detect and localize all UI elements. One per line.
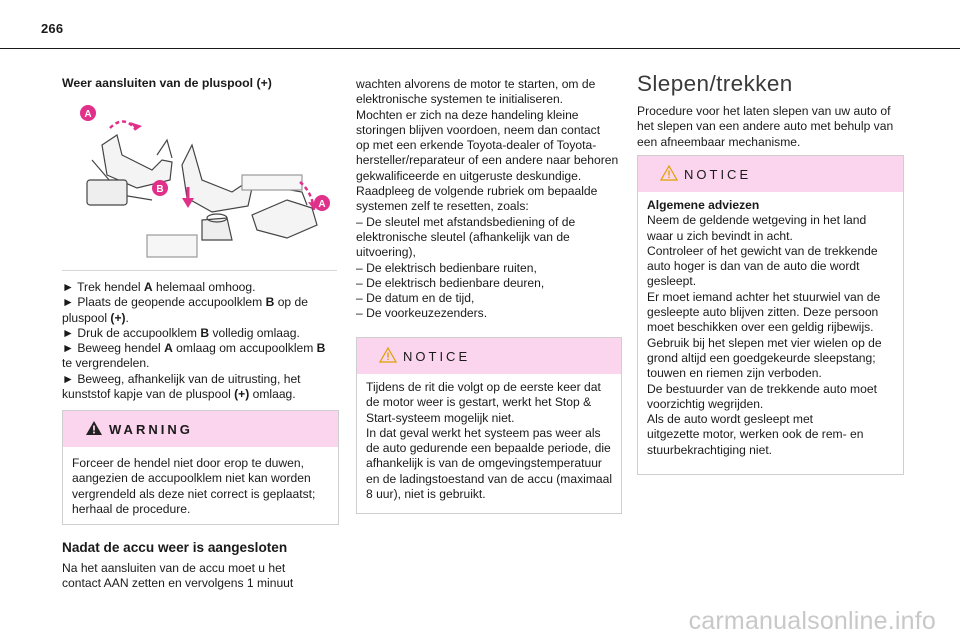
notice-box-2	[637, 155, 904, 475]
notice-line: Start-systeem mogelijk niet.	[366, 410, 515, 425]
middle-line: hersteller/reparateur of een andere naar behoren	[356, 153, 619, 168]
notice-text	[647, 198, 899, 458]
notice-line: en de ladingstoestand van de accu (maximaal	[366, 471, 613, 486]
top-rule	[0, 48, 960, 49]
middle-line: Mochten er zich na deze handeling kleine	[356, 107, 579, 122]
middle-text	[356, 77, 620, 322]
notice-line: afhankelijk is van de omgevingstemperatuur	[366, 456, 602, 471]
notice-line: Gebruik bij het slepen met vier wielen op de	[647, 335, 882, 350]
middle-line: – De elektrisch bedienbare ruiten,	[356, 260, 537, 275]
watermark: carmanualsonline.info	[688, 607, 936, 635]
notice-line: stuurbekrachtiging niet.	[647, 442, 773, 457]
notice-title: NOTICE	[403, 349, 471, 364]
notice-box-1	[356, 337, 622, 514]
towing-title: Slepen/trekken	[637, 71, 793, 96]
notice-line: gesleepte auto blijven zitten. Deze persoon	[647, 305, 879, 320]
warning-text: Forceer de hendel niet door erop te duwen, aangezien de accupoolklem niet kan worden vergrendeld als deze niet correct is geplaatst; herhaal de procedure.	[72, 456, 316, 516]
notice-line: waar u zich bevindt in acht.	[647, 228, 793, 243]
notice-line: Neem de geldende wetgeving in het land	[647, 213, 867, 228]
after-reconnect-heading: Nadat de accu weer is aangesloten	[62, 540, 288, 555]
middle-line: elektronische systemen te initialiseren.	[356, 92, 564, 107]
warning-header	[63, 411, 338, 447]
notice-icon	[379, 347, 397, 363]
middle-line: systemen zelf te resetten, zoals:	[356, 199, 529, 214]
notice-line: Als de auto wordt gesleept met	[647, 412, 814, 427]
notice-header	[638, 156, 903, 192]
figure-label-a-2: A	[318, 199, 326, 210]
notice-line: Er moet iemand achter het stuurwiel van de	[647, 289, 881, 304]
middle-line: – De sleutel met afstandsbediening of de	[356, 214, 576, 229]
step-3: ► Druk de accupoolklem B volledig omlaag.	[62, 325, 300, 340]
step-1: ► Trek hendel A helemaal omhoog.	[62, 280, 256, 294]
battery-terminal-illustration	[62, 100, 337, 271]
notice-text	[366, 380, 616, 502]
middle-line: elektronische sleutel (afhankelijk van de	[356, 229, 570, 244]
middle-line: storingen blijven voordoen, neem dan contact	[356, 122, 601, 137]
notice-title: NOTICE	[684, 167, 752, 182]
notice-line: de auto gedurende een bepaalde periode, die	[366, 441, 611, 456]
reconnect-heading: Weer aansluiten van de pluspool (+)	[62, 76, 272, 90]
step-2: ► Plaats de geopende accupoolklem B op de pluspool (+).	[62, 295, 308, 325]
notice-line: uitgezette motor, werken ook de rem- en	[647, 427, 864, 442]
middle-line: – De datum en de tijd,	[356, 291, 475, 306]
warning-title: WARNING	[109, 422, 193, 437]
warning-icon	[85, 420, 103, 436]
page-number: 266	[41, 21, 64, 36]
towing-intro: Procedure voor het laten slepen van uw auto of het slepen van een andere auto met behulp van een afneembaar mechanisme.	[637, 104, 894, 149]
middle-line: – De elektrisch bedienbare deuren,	[356, 275, 545, 290]
middle-line: op met een erkende Toyota-dealer of Toyota-	[356, 138, 597, 153]
after-reconnect-text: Na het aansluiten van de accu moet u het contact AAN zetten en vervolgens 1 minuut	[62, 561, 294, 591]
step-4: ► Beweeg hendel A omlaag om accupoolklem B te vergrendelen.	[62, 341, 326, 371]
notice-line: De bestuurder van de trekkende auto moet	[647, 381, 877, 396]
notice-line: Controleer of het gewicht van de trekkende	[647, 243, 878, 258]
notice-line: Tijdens de rit die volgt op de eerste keer dat	[366, 380, 601, 394]
step-5: ► Beweeg, afhankelijk van de uitrusting, het kunststof kapje van de pluspool (+) omlaag.	[62, 371, 301, 402]
middle-line: wachten alvorens de motor te starten, om de	[356, 77, 596, 91]
notice-line: voorzichtig wegrijden.	[647, 396, 764, 411]
warning-box	[62, 410, 339, 525]
reconnect-steps	[62, 280, 337, 402]
middle-line: gekwalificeerde en uitgeruste deskundige.	[356, 168, 582, 183]
notice-header	[357, 338, 621, 374]
middle-line: – De voorkeuzezenders.	[356, 306, 488, 321]
notice-line: touwen en riemen zijn verboden.	[647, 366, 822, 381]
middle-line: Raadpleeg de volgende rubriek om bepaalde	[356, 184, 598, 199]
notice-line: In dat geval werkt het systeem pas weer als	[366, 425, 601, 440]
notice-subtitle: Algemene adviezen	[647, 198, 760, 212]
notice-line: grond altijd een goedgekeurde sleepstang;	[647, 350, 876, 365]
middle-line: uitvoering),	[356, 245, 416, 260]
figure-label-b: B	[156, 184, 164, 195]
notice-line: gesleept.	[647, 274, 697, 289]
notice-line: de motor weer is gestart, werkt het Stop &	[366, 395, 592, 410]
notice-line: 8 uur), niet is gebruikt.	[366, 487, 486, 502]
notice-line: auto hoger is dan van de auto die wordt	[647, 259, 860, 274]
figure-label-a-1: A	[84, 109, 92, 120]
notice-line: moet beschikken over een geldig rijbewijs.	[647, 320, 874, 335]
notice-icon	[660, 165, 678, 181]
